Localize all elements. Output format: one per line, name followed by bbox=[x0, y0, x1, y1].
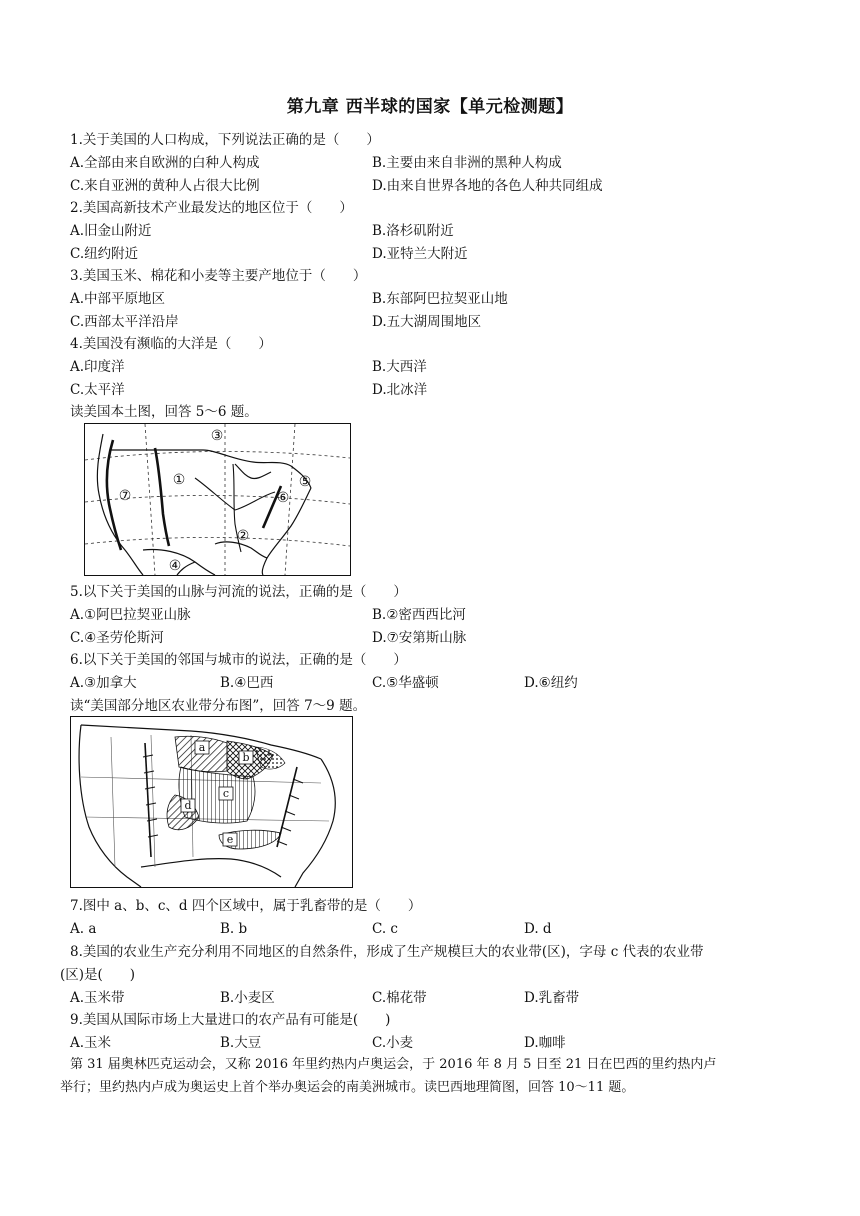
map1-label-3: ③ bbox=[210, 428, 224, 444]
map1-label-1: ① bbox=[172, 472, 186, 488]
q7-stem: 7.图中 a、b、c、d 四个区域中，属于乳畜带的是（ ） bbox=[70, 898, 422, 914]
map1-label-2: ② bbox=[236, 528, 250, 544]
q5-option-c: C.④圣劳伦斯河 bbox=[70, 630, 164, 646]
q1-option-a: A.全部由来自欧洲的白种人构成 bbox=[70, 155, 260, 171]
q1-stem: 1.关于美国的人口构成，下列说法正确的是（ ） bbox=[70, 132, 380, 148]
q6-option-c: C.⑤华盛顿 bbox=[372, 675, 439, 691]
q1-option-c: C.来自亚洲的黄种人占很大比例 bbox=[70, 178, 260, 194]
q2-option-d: D.亚特兰大附近 bbox=[372, 246, 468, 262]
read-instruction-map1: 读美国本土图，回答 5～6 题。 bbox=[70, 404, 258, 420]
q4-option-d: D.北冰洋 bbox=[372, 382, 428, 398]
q8-option-c: C.棉花带 bbox=[372, 990, 427, 1006]
q6-option-d: D.⑥纽约 bbox=[524, 675, 578, 691]
olympics-paragraph-line1: 第 31 届奥林匹克运动会，又称 2016 年里约热内卢奥运会，于 2016 年 8 月 5 日至 21 日在巴西的里约热内卢 bbox=[70, 1057, 717, 1072]
q7-option-d: D. d bbox=[524, 921, 552, 937]
q7-option-a: A. a bbox=[70, 921, 97, 937]
q3-option-c: C.西部太平洋沿岸 bbox=[70, 314, 179, 330]
q2-option-a: A.旧金山附近 bbox=[70, 223, 152, 239]
q2-stem: 2.美国高新技术产业最发达的地区位于（ ） bbox=[70, 200, 353, 216]
olympics-paragraph-line2: 举行；里约热内卢成为奥运史上首个举办奥运会的南美洲城市。读巴西地理简图，回答 10～11 题。 bbox=[60, 1080, 635, 1095]
q5-option-d: D.⑦安第斯山脉 bbox=[372, 630, 467, 646]
map2-label-d: d bbox=[184, 799, 192, 812]
q8-stem-line2: (区)是( ) bbox=[60, 967, 136, 983]
q7-option-c: C. c bbox=[372, 921, 398, 937]
map1-label-7: ⑦ bbox=[118, 488, 132, 504]
q8-option-a: A.玉米带 bbox=[70, 990, 125, 1006]
q1-option-b: B.主要由来自非洲的黑种人构成 bbox=[372, 155, 562, 171]
page-title: 第九章 西半球的国家【单元检测题】 bbox=[286, 97, 574, 117]
q9-stem: 9.美国从国际市场上大量进口的农产品有可能是( ) bbox=[70, 1012, 391, 1028]
q9-option-a: A.玉米 bbox=[70, 1035, 112, 1051]
q9-option-b: B.大豆 bbox=[220, 1035, 262, 1051]
q1-option-d: D.由来自世界各地的各色人种共同组成 bbox=[372, 178, 603, 194]
q4-option-a: A.印度洋 bbox=[70, 359, 125, 375]
map2-label-b: b bbox=[242, 751, 250, 764]
q6-option-a: A.③加拿大 bbox=[70, 675, 137, 691]
map2-label-e: e bbox=[226, 833, 234, 846]
q3-option-a: A.中部平原地区 bbox=[70, 291, 166, 307]
us-mainland-map bbox=[84, 423, 351, 576]
q5-stem: 5.以下关于美国的山脉与河流的说法，正确的是（ ） bbox=[70, 584, 407, 600]
q4-option-b: B.大西洋 bbox=[372, 359, 427, 375]
map1-label-6: ⑥ bbox=[276, 490, 290, 506]
q8-stem-line1: 8.美国的农业生产充分利用不同地区的自然条件，形成了生产规模巨大的农业带(区)，字母 c 代表的农业带 bbox=[70, 944, 704, 960]
q2-option-b: B.洛杉矶附近 bbox=[372, 223, 454, 239]
q5-option-a: A.①阿巴拉契亚山脉 bbox=[70, 607, 191, 623]
map1-label-5: ⑤ bbox=[298, 474, 312, 490]
read-instruction-map2: 读“美国部分地区农业带分布图”，回答 7～9 题。 bbox=[70, 698, 367, 714]
q3-option-b: B.东部阿巴拉契亚山地 bbox=[372, 291, 508, 307]
q3-stem: 3.美国玉米、棉花和小麦等主要产地位于（ ） bbox=[70, 268, 367, 284]
q6-stem: 6.以下关于美国的邻国与城市的说法，正确的是（ ） bbox=[70, 652, 407, 668]
q2-option-c: C.纽约附近 bbox=[70, 246, 139, 262]
q8-option-d: D.乳畜带 bbox=[524, 990, 580, 1006]
q7-option-b: B. b bbox=[220, 921, 248, 937]
q4-option-c: C.太平洋 bbox=[70, 382, 125, 398]
map2-label-a: a bbox=[198, 741, 206, 754]
q4-stem: 4.美国没有濒临的大洋是（ ） bbox=[70, 336, 272, 352]
us-agriculture-belt-map bbox=[70, 716, 353, 888]
q9-option-d: D.咖啡 bbox=[524, 1035, 566, 1051]
q9-option-c: C.小麦 bbox=[372, 1035, 414, 1051]
q5-option-b: B.②密西西比河 bbox=[372, 607, 466, 623]
map2-label-c: c bbox=[222, 787, 230, 800]
q8-option-b: B.小麦区 bbox=[220, 990, 275, 1006]
map1-label-4: ④ bbox=[168, 558, 182, 574]
q3-option-d: D.五大湖周围地区 bbox=[372, 314, 482, 330]
q6-option-b: B.④巴西 bbox=[220, 675, 274, 691]
